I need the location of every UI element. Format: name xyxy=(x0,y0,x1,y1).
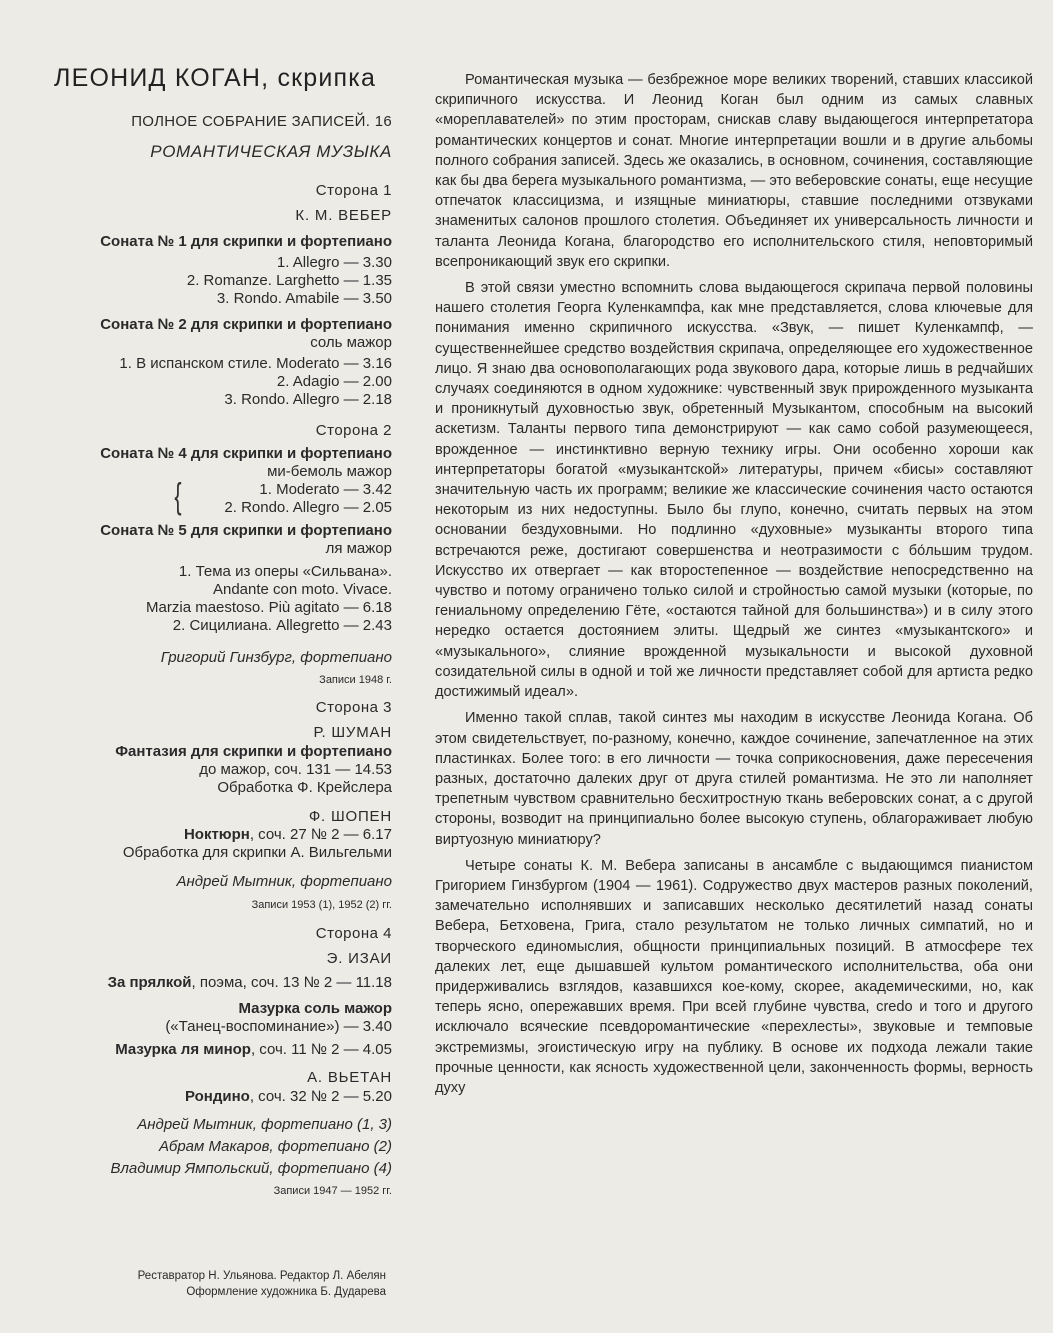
work-title: Соната № 4 для скрипки и фортепиано xyxy=(100,445,392,462)
movement: Andante con moto. Vivace. xyxy=(212,581,392,598)
side-heading: Сторона 1 xyxy=(315,182,392,199)
movement-group xyxy=(40,475,392,517)
movement: 2. Romanze. Larghetto — 1.35 xyxy=(186,272,392,289)
tracklist-column xyxy=(40,64,392,1198)
work-title: Рондино xyxy=(185,1088,250,1105)
movement: 2. Adagio — 2.00 xyxy=(276,373,392,390)
work-title: Мазурка соль мажор xyxy=(238,1000,392,1017)
work-key: до мажор, соч. 131 — 14.53 xyxy=(199,761,392,778)
work-detail: , соч. 27 № 2 — 6.17 xyxy=(249,826,392,843)
credit-line: Оформление художника Б. Дударева xyxy=(186,1286,386,1298)
liner-notes-column xyxy=(435,70,1033,1104)
composer-name: Э. ИЗАИ xyxy=(326,950,392,967)
side-heading: Сторона 3 xyxy=(315,699,392,716)
movement: 3. Rondo. Amabile — 3.50 xyxy=(216,290,392,307)
work-title: Фантазия для скрипки и фортепиано xyxy=(115,743,392,760)
work-title: Мазурка ля минор xyxy=(115,1041,251,1058)
performer: Владимир Ямпольский, фортепиано (4) xyxy=(110,1160,392,1177)
liner-paragraph: Именно такой сплав, такой синтез мы находим в искусстве Леонида Когана. Об этом свидетельствует, по-разному, конечно, каждое сочинение, запечатленное на этих пластинках. Более того: в его личности — точка соприкосновения, даже пересечения разных, достаточно далеких друг от друга стилей романтизма. Не это ли наполняет трепетным чувством сравнительно бесхитростную ткань веберовских сонат, а с другой стороны, возводит на принципиально более высокую ступень, облагораживает любую виртуозную миниатюру? xyxy=(435,710,1033,848)
arrangement: Обработка для скрипки А. Вильгельми xyxy=(122,844,392,861)
work-title: Ноктюрн xyxy=(183,826,250,843)
work-key: ми-бемоль мажор xyxy=(267,463,392,480)
performer: Андрей Мытник, фортепиано xyxy=(176,873,392,890)
performer: Абрам Макаров, фортепиано (2) xyxy=(159,1138,392,1155)
work-line xyxy=(40,974,392,992)
composer-name: К. М. ВЕБЕР xyxy=(295,207,392,224)
movement: 1. В испанском стиле. Moderato — 3.16 xyxy=(119,355,392,372)
work-key: соль мажор xyxy=(310,334,392,351)
composer-name: Ф. ШОПЕН xyxy=(308,808,392,825)
work-detail: , поэма, соч. 13 № 2 — 11.18 xyxy=(191,974,392,991)
credit-line: Реставратор Н. Ульянова. Редактор Л. Абелян xyxy=(137,1270,386,1282)
recording-date: Записи 1948 г. xyxy=(319,674,392,686)
movement: Marzia maestoso. Più agitato — 6.18 xyxy=(146,599,392,616)
arrangement: Обработка Ф. Крейслера xyxy=(217,779,392,796)
composer-name: Р. ШУМАН xyxy=(313,724,392,741)
work-title: За прялкой xyxy=(107,974,192,991)
side-heading: Сторона 4 xyxy=(315,925,392,942)
work-detail: , соч. 11 № 2 — 4.05 xyxy=(250,1041,392,1058)
liner-paragraph: В этой связи уместно вспомнить слова выдающегося скрипача первой половины нашего столетия Георга Куленкампфа, как мне представляется, слова ключевые для понимания именно скрипичного искусства. «Звук, — пишет Куленкампф, — существеннейшее средство воздействия скрипача, определяющее его художественное лицо. Я знаю два основополагающих рода звукового дара, которые лишь в редчайших случаях соединяются в одном художнике: чувственный звук прирожденного музыканта и проникнутый духовностью звук, обретенный Музыкантом, способным на высокий аскетизм. Таланты первого типа демонстрируют — как само собой разумеющееся, врожденное — инстинктивно верную технику игры. Они особенно хороши как интерпретаторы богатой «музыкантской» литературы, причем «бисы» составляют значительную часть их программ; великие же классические сочинения часто остаются некоторым из них недоступны. Было бы глупо, конечно, считать первых на этом основании бездуховными. Но подлинно «духовные» музыканты второго типа встречаются реже, достигают совершенства и неотразимости с бо́льшим трудом. Искусство их отвергает — как второстепенное — воздействие непосредственно на чувство и потому ограничено только силой и стройностью самой музыки (которые, по гениальному определению Гёте, «остаются тайной для большинства») и в силу этого нередко остается достоянием элиты. Щедрый же синтез «музыкантского» и «музыкального», слияние врожденной музыкальности и высокой духовной созидательной силы в одной и той же личности представляет собой для артиста редко достижимый идеал». xyxy=(435,280,1033,701)
work-detail: , соч. 32 № 2 — 5.20 xyxy=(249,1088,392,1105)
credits xyxy=(40,1268,386,1300)
work-line xyxy=(40,826,392,844)
liner-paragraph: Четыре сонаты К. М. Вебера записаны в ансамбле с выдающимся пианистом Григорием Гинзбургом (1904 — 1961). Содружество двух мастеров разных поколений, замечательно исполнявших и записавших несколько десятилетий назад сонаты Вебера, Бетховена, Грига, стало результатом не только личных симпатий, но и творческого единомыслия, общности принципиальных позиций. В атмосфере тех далеких лет, еще дышавшей культом романтического исполнительства, оба они придерживались взглядов, казавшихся кое-кому, скорее, академическими, но, как теперь ясно, опережавших время. При всей глубине чувства, credo и того и другого исключало всяческие псевдоромантические «перехлесты», звуковые и темповые экстремизмы, эгоистическую игру на публику. В основе их подхода лежали такие прочные ценности, как ясность художественной цели, законченность формы, верность духу xyxy=(435,857,1033,1096)
movement: 2. Rondo. Allegro — 2.05 xyxy=(224,499,392,516)
movement: 1. Moderato — 3.42 xyxy=(259,481,392,498)
performer: Григорий Гинзбург, фортепиано xyxy=(160,649,392,666)
work-detail: («Танец-воспоминание») — 3.40 xyxy=(165,1018,392,1035)
composer-name: А. ВЬЕТАН xyxy=(307,1069,392,1086)
side-heading: Сторона 2 xyxy=(315,422,392,439)
work-title: Соната № 2 для скрипки и фортепиано xyxy=(100,316,392,333)
work-line xyxy=(40,1088,392,1106)
brace-glyph: { xyxy=(174,475,182,516)
work-line xyxy=(40,1041,392,1059)
movement: 1. Allegro — 3.30 xyxy=(276,254,392,271)
liner-paragraph: Романтическая музыка — безбрежное море великих творений, ставших классикой скрипичного искусства. И Леонид Коган был одним из самых славных «мореплавателей» по этим просторам, снискав славу выдающегося интерпретатора романтических концертов и сонат. Многие интерпретации вошли и в другие альбомы полного собрания записей. Здесь же оказались, в основном, сочинения, составляющие как бы два берега музыкального романтизма, — это веберовские сонаты, еще несущие отпечаток классицизма, и изящные миниатюры, ставшие последними отзвуками знаменитых салонов прошлого столетия. Объединяет их универсальность личности и таланта Леонида Когана, благородство его исполнительского стиля, неповторимый всепроникающий звук его скрипки. xyxy=(435,72,1033,270)
work-title: Соната № 1 для скрипки и фортепиано xyxy=(100,233,392,250)
album-title: ЛЕОНИД КОГАН, скрипка xyxy=(54,64,377,92)
movement: 3. Rondo. Allegro — 2.18 xyxy=(224,391,392,408)
recording-date: Записи 1947 — 1952 гг. xyxy=(273,1185,392,1197)
work-key: ля мажор xyxy=(325,540,392,557)
movement: 2. Сицилиана. Allegretto — 2.43 xyxy=(172,617,392,634)
movement: 1. Тема из оперы «Сильвана». xyxy=(178,563,392,580)
collection-subtitle: ПОЛНОЕ СОБРАНИЕ ЗАПИСЕЙ. 16 xyxy=(131,113,392,130)
recording-date: Записи 1953 (1), 1952 (2) гг. xyxy=(251,899,392,911)
work-title: Соната № 5 для скрипки и фортепиано xyxy=(100,522,392,539)
album-subtitle: РОМАНТИЧЕСКАЯ МУЗЫКА xyxy=(150,142,392,161)
performer: Андрей Мытник, фортепиано (1, 3) xyxy=(137,1116,392,1133)
